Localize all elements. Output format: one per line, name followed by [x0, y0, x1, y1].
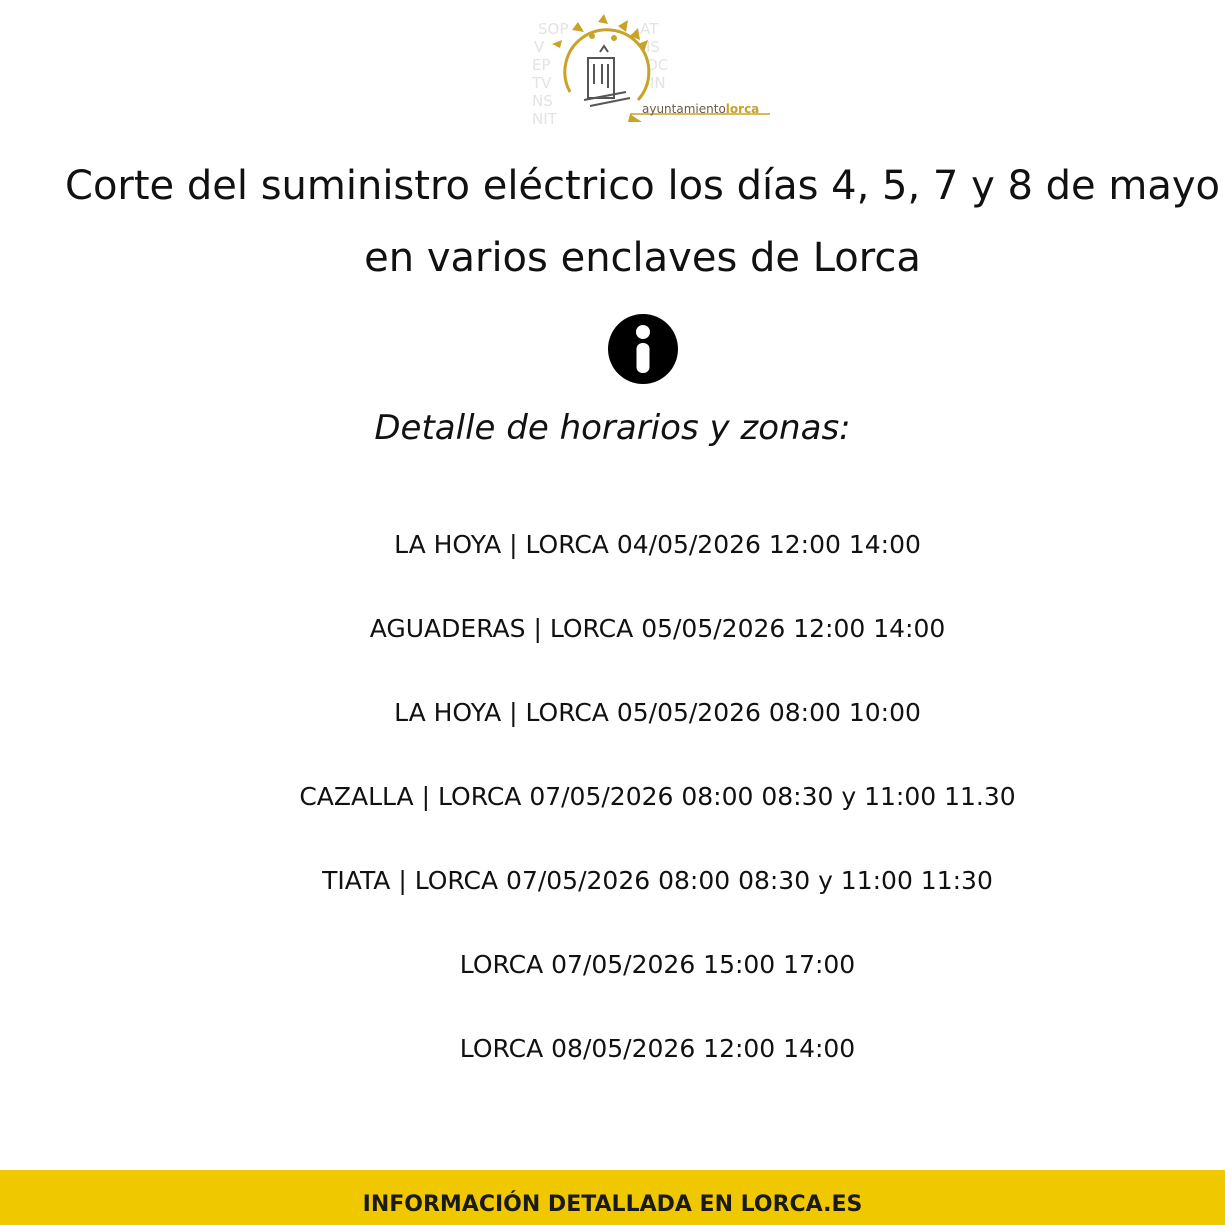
svg-text:OC: OC: [646, 56, 669, 74]
schedule-item: LA HOYA | LORCA 05/05/2026 08:00 10:00: [394, 698, 921, 727]
svg-text:IS: IS: [646, 38, 660, 56]
schedule-item: LA HOYA | LORCA 04/05/2026 12:00 14:00: [394, 530, 921, 559]
ayuntamiento-lorca-logo: [530, 14, 780, 130]
svg-text:V: V: [534, 38, 545, 56]
info-icon: [607, 313, 679, 385]
svg-text:TV: TV: [532, 74, 552, 92]
svg-text:AT: AT: [640, 20, 659, 38]
schedule-item: TIATA | LORCA 07/05/2026 08:00 08:30 y 11:00 11:30: [322, 866, 993, 895]
schedule-item: AGUADERAS | LORCA 05/05/2026 12:00 14:00: [369, 614, 946, 643]
wordmark-part2: lorca: [725, 102, 760, 116]
svg-text:EP: EP: [532, 56, 551, 74]
schedule-list: [0, 524, 1225, 1112]
schedule-item: LORCA 08/05/2026 12:00 14:00: [459, 1034, 856, 1063]
schedule-subtitle: Detalle de horarios y zonas:: [374, 408, 851, 448]
schedule-item: LORCA 07/05/2026 15:00 17:00: [459, 950, 856, 979]
schedule-item: CAZALLA | LORCA 07/05/2026 08:00 08:30 y 11:00 11.30: [299, 782, 1016, 811]
svg-text:SOP: SOP: [538, 20, 569, 38]
footer-info-link[interactable]: INFORMACIÓN DETALLADA EN LORCA.ES: [362, 1192, 863, 1217]
svg-text:NIT: NIT: [532, 110, 557, 128]
ayuntamiento-wordmark: [642, 102, 759, 116]
svg-text:IN: IN: [650, 74, 666, 92]
page-title: Corte del suministro eléctrico los días 4, 5, 7 y 8 de mayo en varios enclaves de Lorca: [65, 163, 1220, 281]
svg-text:NS: NS: [532, 92, 553, 110]
wordmark-part1: ayuntamiento: [642, 102, 726, 116]
